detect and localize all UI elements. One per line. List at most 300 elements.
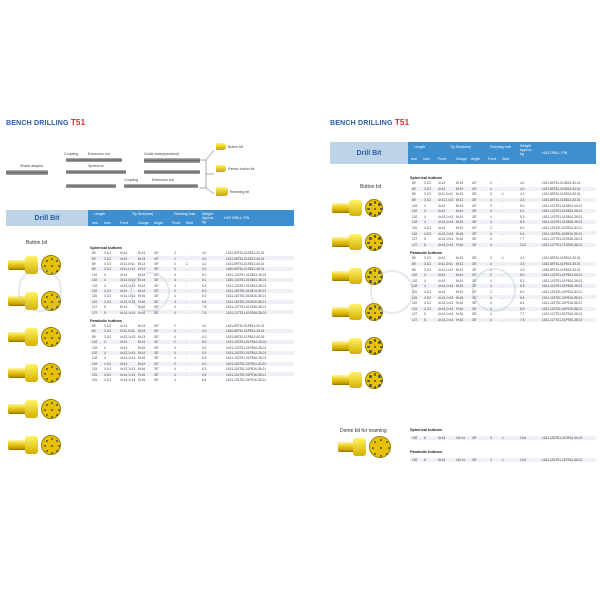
table-cell: 115 <box>92 372 98 377</box>
table-cell: 4 <box>490 267 492 272</box>
table-cell: 115 <box>92 361 98 366</box>
extension-rod <box>66 158 122 162</box>
table-cell: 3 1/2 <box>424 198 432 203</box>
carbide-button <box>51 301 53 303</box>
table-cell: 4×14 <box>438 273 446 278</box>
carbide-button <box>56 404 58 406</box>
table-row <box>90 372 294 376</box>
speedrod-2 <box>144 170 200 174</box>
table-cell: 35° <box>472 312 477 317</box>
table-cell: 7.6 <box>202 310 207 315</box>
carbide-button <box>380 346 382 348</box>
table-cell: 4.3 <box>520 267 525 272</box>
button-bit-image <box>332 304 384 320</box>
table-cell: 3 1/2 <box>424 186 432 191</box>
table-cell: 1431-89T51-01P813-40-01 <box>226 334 265 339</box>
table-cell: 4×13,1×13 <box>120 283 136 288</box>
table-cell: 2 <box>490 181 492 186</box>
table-cell: 1431-115T51-01P816-35-01 <box>226 367 266 372</box>
bit-head <box>25 400 39 418</box>
table-cell: 8×14 <box>456 209 464 214</box>
table-cell: 127 <box>412 242 418 247</box>
carbide-button <box>378 341 380 343</box>
table-cell: - <box>502 226 504 231</box>
table-cell: 5×14 <box>120 305 128 310</box>
carbide-button <box>56 450 58 452</box>
carbide-button <box>372 447 374 449</box>
table-row <box>410 220 596 224</box>
table-cell: 152 <box>412 458 418 463</box>
table-cell: - <box>502 198 504 203</box>
bit-face <box>365 233 383 251</box>
table-cell: 18×14 <box>456 458 465 463</box>
table-cell: 35° <box>154 334 159 339</box>
table-cell: 1431-127T51-01P916-35-01 <box>542 312 583 317</box>
table-cell: 2 <box>490 290 492 295</box>
guide-tube <box>144 158 200 163</box>
table-cell: - <box>186 351 188 356</box>
carbide-button <box>386 441 388 443</box>
table-row <box>90 305 294 309</box>
table-cell: 40° <box>472 273 477 278</box>
table-cell: 4 1/2 <box>104 361 112 366</box>
carbide-button <box>51 330 53 332</box>
table-cell: - <box>186 340 188 345</box>
table-cell: 4.0 <box>520 186 525 191</box>
header-flushing: Flushing hole <box>174 212 196 216</box>
carbide-button <box>378 212 380 214</box>
table-header <box>408 142 596 164</box>
table-cell: 102 <box>92 345 98 350</box>
table-cell: 4×13,1×13 <box>120 351 136 356</box>
table-cell: - <box>502 312 504 317</box>
table-cell: 3 1/2 <box>104 329 112 334</box>
table-cell: 4.3 <box>520 256 525 261</box>
table-cell: 115 <box>412 306 418 311</box>
table-cell: 4.3 <box>520 198 525 203</box>
table-cell: 8×16 <box>138 367 146 372</box>
diagram-label: Retrac button bit <box>228 167 255 171</box>
table-cell: 4 1/2 <box>104 299 112 304</box>
table-cell: 102 <box>92 278 98 283</box>
table-cell: 35° <box>154 278 159 283</box>
carbide-button <box>51 366 53 368</box>
table-cell: 4 <box>174 378 176 383</box>
table-cell: 4.0 <box>202 256 207 261</box>
table-cell: 4 <box>174 283 176 288</box>
bit-face <box>41 399 61 419</box>
carbide-button <box>367 380 369 382</box>
button-bit-image <box>8 436 62 454</box>
carbide-button <box>369 316 371 318</box>
carbide-button <box>51 452 53 454</box>
table-cell: 1 <box>502 436 504 441</box>
table-cell: - <box>502 262 504 267</box>
table-cell: 8×14 <box>138 340 146 345</box>
table-cell: 8×14 <box>138 289 146 294</box>
table-cell: 4×13 <box>120 324 128 329</box>
bit-body <box>8 332 26 343</box>
table-cell: 4×14 <box>120 345 128 350</box>
bit-head <box>349 268 363 284</box>
table-cell: - <box>502 267 504 272</box>
table-row <box>90 329 294 333</box>
table-cell: - <box>502 301 504 306</box>
carbide-button <box>369 384 371 386</box>
table-cell: 4 <box>490 295 492 300</box>
carbide-button <box>58 445 60 447</box>
table-cell: 2 <box>490 203 492 208</box>
table-cell: 1431-102T51-01S814-35-01 <box>542 214 583 219</box>
carbide-button <box>374 386 376 388</box>
table-cell: 1431-102T51-01S814-35-01 <box>542 209 583 214</box>
table-cell: 3×11,3×11 <box>120 262 135 267</box>
carbide-button <box>380 276 382 278</box>
table-cell: 1431-127T51-71S916-35-01 <box>542 242 583 247</box>
table-cell: 35° <box>472 284 477 289</box>
speedrod <box>66 170 126 174</box>
bit-head <box>25 436 39 454</box>
table-cell: 8×13 <box>456 256 464 261</box>
carbide-button <box>46 342 48 344</box>
bit-face <box>365 337 383 355</box>
carbide-button <box>367 346 369 348</box>
table-cell: 4 1/2 <box>424 306 432 311</box>
table-cell: 8×14 <box>138 351 146 356</box>
table-cell: 4 <box>104 345 106 350</box>
table-cell: - <box>186 361 188 366</box>
table-cell: 115 <box>412 290 418 295</box>
carbide-button <box>367 208 369 210</box>
table-cell: 6.3 <box>202 294 207 299</box>
table-cell: 4 1/2 <box>424 226 432 231</box>
carbide-button <box>46 378 48 380</box>
table-row <box>90 251 294 255</box>
carbide-button <box>374 441 376 443</box>
bit-body <box>332 307 350 317</box>
table-cell: 9×16 <box>138 299 146 304</box>
table-cell: 4×11,1×13 <box>438 267 454 272</box>
table-cell: 5.2 <box>520 278 525 283</box>
table-cell: 4 <box>174 334 176 339</box>
table-cell: 8×13 <box>138 334 146 339</box>
table-cell: 5.2 <box>202 283 207 288</box>
table-cell: 6.3 <box>202 367 207 372</box>
group-title: Parabolic buttons <box>90 318 123 323</box>
carbide-button <box>367 242 369 244</box>
table-cell: 6.4 <box>202 299 207 304</box>
table-cell: 5.0 <box>202 340 207 345</box>
drill-bit-tab: Drill Bit <box>330 142 408 164</box>
table-cell: 6.4 <box>202 372 207 377</box>
bit-face <box>41 327 61 347</box>
table-cell: 35° <box>472 214 477 219</box>
header-sub: Front <box>438 157 447 161</box>
table-cell: 6×14 <box>438 458 446 463</box>
table-cell: - <box>186 299 188 304</box>
table-cell: 3 <box>490 458 492 463</box>
table-cell: 9×16 <box>456 242 464 247</box>
carbide-button <box>367 276 369 278</box>
table-cell: 115 <box>92 294 98 299</box>
table-cell: 4 <box>174 372 176 377</box>
table-row <box>90 278 294 282</box>
table-cell: 35° <box>472 220 477 225</box>
table-cell: 102 <box>412 209 418 214</box>
table-cell: 2 <box>174 289 176 294</box>
table-cell: 35° <box>472 278 477 283</box>
bit-body <box>8 404 26 415</box>
title-text: BENCH DRILLING <box>6 120 71 127</box>
table-cell: 4 <box>174 367 176 372</box>
table-cell: 10.6 <box>520 458 527 463</box>
table-header <box>88 210 294 226</box>
table-cell: - <box>186 251 188 256</box>
table-cell: 1431-102T51-01S814-40-01 <box>542 203 583 208</box>
drill-string-diagram <box>4 140 296 202</box>
header-tip-size: Tip Size(mm) <box>450 145 472 149</box>
table-cell: 3×11,3×11 <box>438 262 453 267</box>
bit-body <box>338 442 355 453</box>
table-cell: 4 <box>174 329 176 334</box>
carbide-button <box>380 447 382 449</box>
table-cell: 8×16 <box>138 356 146 361</box>
table-cell: - <box>186 256 188 261</box>
table-cell: 4 <box>424 273 426 278</box>
table-cell: 127 <box>92 310 98 315</box>
button-bit-image <box>8 400 62 418</box>
table-cell: 40° <box>154 289 159 294</box>
carbide-button <box>374 235 376 237</box>
table-cell: 12.0 <box>520 242 527 247</box>
carbide-button <box>374 312 376 314</box>
table-cell: 4×11,1×13 <box>120 267 136 272</box>
table-cell: 5.0 <box>202 272 207 277</box>
table-cell: 3 1/2 <box>104 324 112 329</box>
table-cell: 5.3 <box>520 214 525 219</box>
table-cell: 7.8 <box>520 318 525 323</box>
table-cell: 35° <box>154 329 159 334</box>
table-cell: 89 <box>412 262 416 267</box>
table-cell: 35° <box>472 192 477 197</box>
table-cell: 1431-102T51-01P814-40-01 <box>226 340 267 345</box>
table-cell: - <box>186 289 188 294</box>
table-cell: 35° <box>154 305 159 310</box>
table-cell: 4 <box>104 340 106 345</box>
carbide-button <box>56 342 58 344</box>
table-cell: 102 <box>92 356 98 361</box>
table-cell: - <box>502 284 504 289</box>
table-cell: 4×14 <box>120 272 128 277</box>
table-row <box>410 198 596 202</box>
bit-face <box>365 267 383 285</box>
carbide-button <box>56 414 58 416</box>
carbide-button <box>58 337 60 339</box>
table-cell: 35° <box>154 345 159 350</box>
table-cell: 2 <box>490 256 492 261</box>
table-cell: 4×13,1×13 <box>438 214 454 219</box>
table-cell: 89 <box>412 267 416 272</box>
table-cell: 8×13 <box>456 192 464 197</box>
table-cell: 35° <box>154 372 159 377</box>
table-cell: 4 <box>104 356 106 361</box>
button-bit-image <box>332 338 384 354</box>
table-row <box>90 267 294 271</box>
button-bit-image <box>8 256 62 274</box>
carbide-button <box>388 447 390 449</box>
table-cell: 1431-89T51-01S813-40-01 <box>542 181 581 186</box>
table-row <box>410 237 596 241</box>
carbide-button <box>378 307 380 309</box>
table-cell: 35° <box>472 198 477 203</box>
table-cell: 10.6 <box>520 436 527 441</box>
table-cell: 5.5 <box>520 220 525 225</box>
table-row <box>410 181 596 185</box>
button-bit-image <box>8 328 62 346</box>
table-cell: 102 <box>412 273 418 278</box>
carbide-button <box>51 416 53 418</box>
table-cell: - <box>502 209 504 214</box>
header-weight: Weight Approx kg <box>202 212 214 224</box>
connector-lines <box>200 148 216 196</box>
section-button-bit: Button bit <box>360 184 382 190</box>
table-cell: 9×16 <box>138 310 146 315</box>
bit-face <box>365 303 383 321</box>
button-bit-image <box>332 234 384 250</box>
table-cell: - <box>186 305 188 310</box>
table-row <box>410 318 596 322</box>
carbide-button <box>380 455 382 457</box>
table-cell: 4 <box>174 345 176 350</box>
carbide-button <box>56 260 58 262</box>
table-cell: - <box>502 237 504 242</box>
table-cell: 1431-115T51-01S916-35-01 <box>226 299 266 304</box>
table-cell: 4 <box>174 299 176 304</box>
header-flushing: Flushing hole <box>490 145 512 149</box>
table-cell: 4 <box>174 272 176 277</box>
carbide-button <box>46 450 48 452</box>
table-cell: 6.0 <box>202 361 207 366</box>
table-cell: 6.4 <box>520 295 525 300</box>
table-cell: 8×16 <box>456 284 464 289</box>
table-cell: 4×14,1×14 <box>120 310 136 315</box>
table-cell: 8×14 <box>456 203 464 208</box>
table-cell: 3 1/2 <box>424 181 432 186</box>
table-cell: - <box>502 273 504 278</box>
table-cell: 4 1/2 <box>104 378 112 383</box>
extension-rod-3 <box>124 184 198 188</box>
carbide-button <box>378 384 380 386</box>
table-row <box>410 215 596 219</box>
table-cell: 152 <box>412 436 418 441</box>
table-cell: 8×14 <box>138 283 146 288</box>
table-cell: 2 <box>490 226 492 231</box>
table-cell: 115 <box>412 301 418 306</box>
table-cell: 4 <box>424 284 426 289</box>
title-accent: T51 <box>394 118 410 127</box>
table-cell: 1430-89T51-01P813-35-01 <box>226 329 265 334</box>
carbide-button <box>46 270 48 272</box>
table-cell: 4×13 <box>438 181 446 186</box>
table-cell: 1 <box>502 192 504 197</box>
group-title: Parabolic buttons <box>410 251 443 256</box>
group-title: Spherical buttons <box>410 176 443 180</box>
bit-body <box>332 271 350 281</box>
table-cell: 8×14 <box>138 361 146 366</box>
table-cell: 5 <box>424 242 426 247</box>
carbide-button <box>369 203 371 205</box>
table-cell: - <box>502 231 504 236</box>
table-cell: 102 <box>92 340 98 345</box>
table-row <box>90 356 294 360</box>
table-cell: - <box>502 203 504 208</box>
table-cell: 4 <box>490 284 492 289</box>
carbide-button <box>369 307 371 309</box>
table-cell: 35° <box>472 242 477 247</box>
table-cell: 1441-152T51-21P914-40-01 <box>542 458 583 463</box>
table-cell: 8×13 <box>456 267 464 272</box>
carbide-button <box>374 339 376 341</box>
carbide-button <box>51 258 53 260</box>
table-cell: 4 1/2 <box>104 294 112 299</box>
table-cell: 4×14,1×14 <box>438 242 454 247</box>
table-cell: - <box>186 329 188 334</box>
table-row <box>90 256 294 260</box>
table-row <box>410 192 596 196</box>
bit-body <box>8 260 26 271</box>
table-row <box>410 231 596 235</box>
table-cell: 4 <box>490 301 492 306</box>
shank-adaptor <box>6 170 48 175</box>
table-cell: 102 <box>412 278 418 283</box>
table-cell: 4×14 <box>120 340 128 345</box>
reaming-bit-icon <box>216 187 228 196</box>
table-cell: 89 <box>92 329 96 334</box>
table-cell: 4×13,1×13 <box>438 301 454 306</box>
table-cell: 8×16 <box>138 345 146 350</box>
carbide-button <box>367 312 369 314</box>
table-cell: 89 <box>92 334 96 339</box>
table-row <box>90 294 294 298</box>
table-cell: 127 <box>412 237 418 242</box>
table-cell: 2 <box>174 324 176 329</box>
table-cell: 4 <box>424 209 426 214</box>
table-cell: 1430-89T51-01P813-35-01 <box>542 262 581 267</box>
bit-face <box>41 363 61 383</box>
carbide-button <box>374 214 376 216</box>
carbide-button <box>51 438 53 440</box>
table-cell: 3 <box>490 192 492 197</box>
table-cell: 4×13,1×13 <box>438 295 454 300</box>
carbide-button <box>51 337 53 339</box>
table-row <box>90 273 294 277</box>
table-cell: 1431-89T51-01P813-40-01 <box>226 324 265 329</box>
header-sub: inch <box>423 157 430 161</box>
table-row <box>90 324 294 328</box>
table-cell: 4 <box>490 214 492 219</box>
table-cell: 1431-102T51-01P814-35-01 <box>542 278 583 283</box>
table-cell: 5 <box>424 318 426 323</box>
header-length: Length <box>414 145 425 149</box>
table-cell: 5.2 <box>202 345 207 350</box>
header-sub: inch <box>104 221 111 225</box>
table-cell: 2 <box>174 361 176 366</box>
table-cell: 4 1/2 <box>424 301 432 306</box>
table-cell: 4.2 <box>202 262 207 267</box>
bit-body <box>332 237 350 247</box>
table-cell: 4×14 <box>120 289 128 294</box>
carbide-button <box>369 246 371 248</box>
